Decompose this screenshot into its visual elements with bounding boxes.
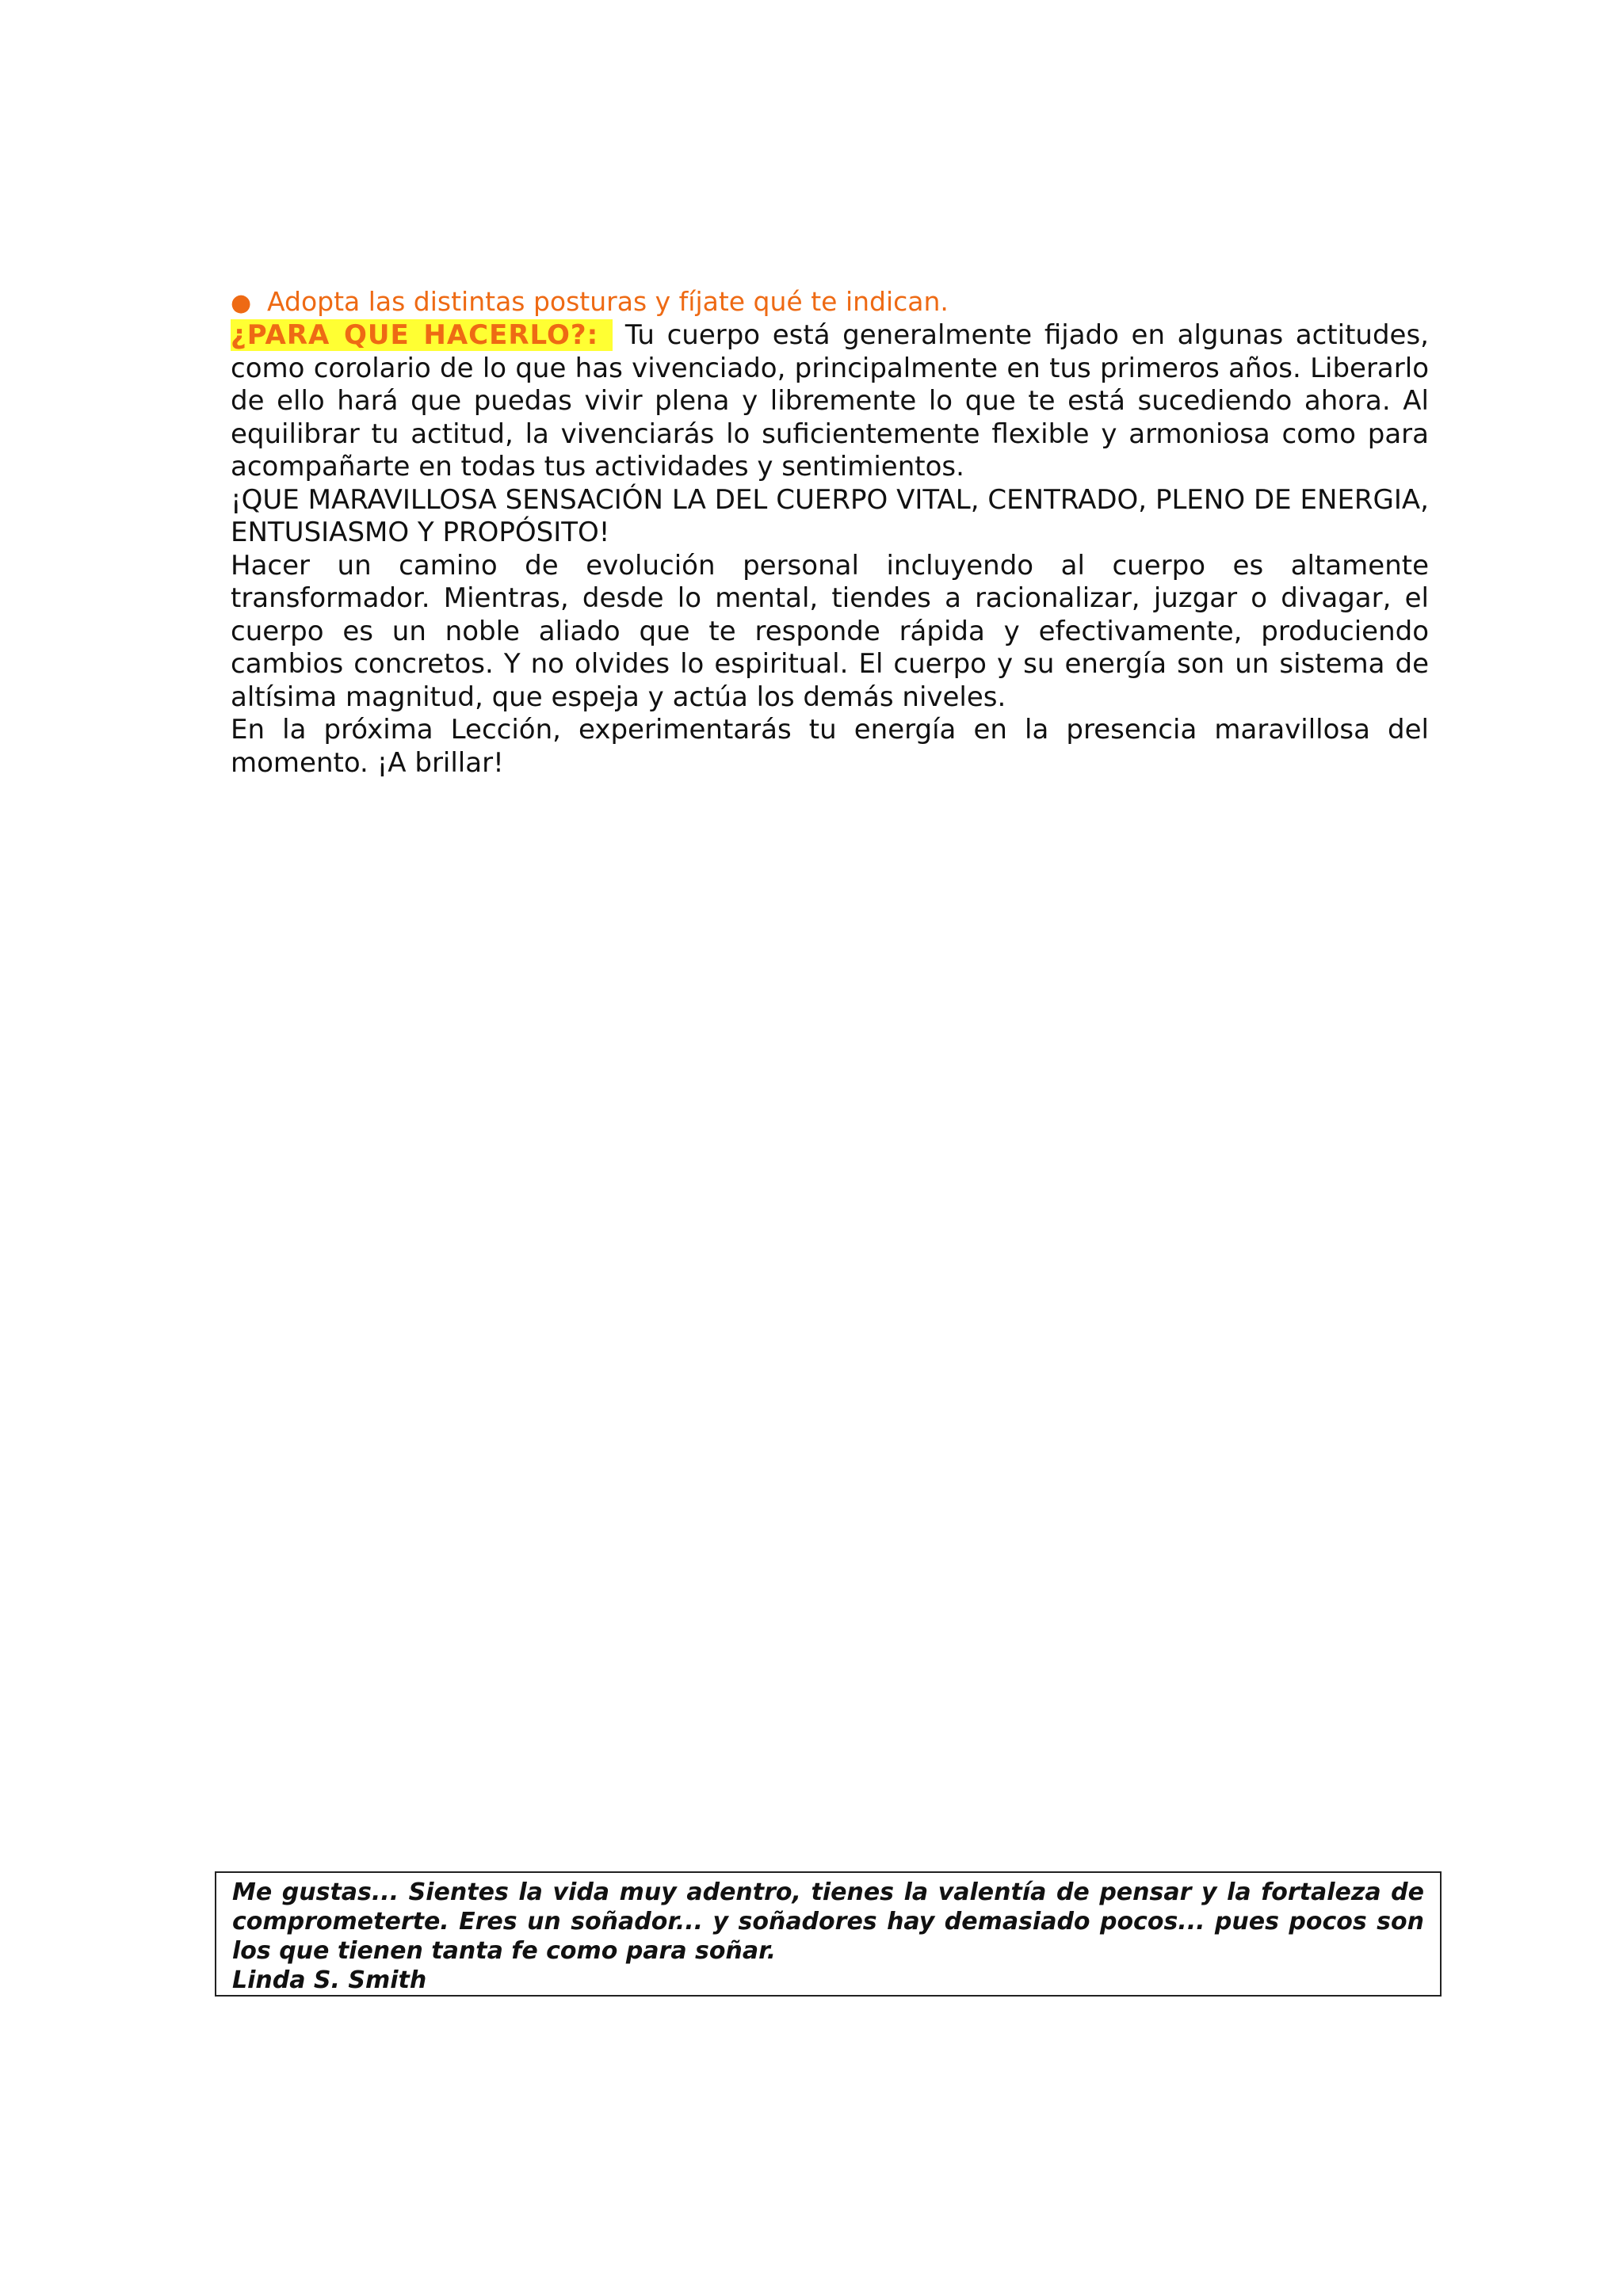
bullet-item [231,285,1429,319]
quote-author: Linda S. Smith [232,1966,427,1994]
quote-box [215,1871,1442,1997]
why-text: Tu cuerpo está generalmente fijado en algunas actitudes, como corolario de lo que has vivenciado, principalmente en tus primeros años. Liberarlo de ello hará que puedas vivir plena y libremente lo que te está sucediendo ahora. Al equilibrar tu actitud, la vivenciarás lo suficientemente flexible y armoniosa como para acompañarte en todas tus actividades y sentimientos. [231,319,1429,482]
next-lesson-paragraph: En la próxima Lección, experimentarás tu energía en la presencia maravillosa del momento. ¡A brillar! [231,714,1429,779]
document-body [231,285,1429,780]
bullet-text: Adopta las distintas posturas y fíjate qué te indican. [267,286,949,317]
exclamation-paragraph: ¡QUE MARAVILLOSA SENSACIÓN LA DEL CUERPO VITAL, CENTRADO, PLENO DE ENERGIA, ENTUSIASMO Y PROPÓSITO! [231,483,1429,548]
why-label: ¿PARA QUE HACERLO?: [231,319,613,351]
why-paragraph [231,319,1429,484]
bullet-dot-icon: ● [231,289,252,317]
evolution-paragraph: Hacer un camino de evolución personal incluyendo al cuerpo es altamente transformador. Mientras, desde lo mental, tiendes a racionalizar, juzgar o divagar, el cuerpo es un noble aliado que te responde rápida y efectivamente, produciendo cambios concretos. Y no olvides lo espiritual. El cuerpo y su energía son un sistema de altísima magnitud, que espeja y actúa los demás niveles. [231,549,1429,713]
quote-text: Me gustas... Sientes la vida muy adentro, tienes la valentía de pensar y la fortaleza de comprometerte. Eres un soñador... y soñadores hay demasiado pocos... pues pocos son los que tienen tanta fe como para soñar. [232,1878,1424,1965]
